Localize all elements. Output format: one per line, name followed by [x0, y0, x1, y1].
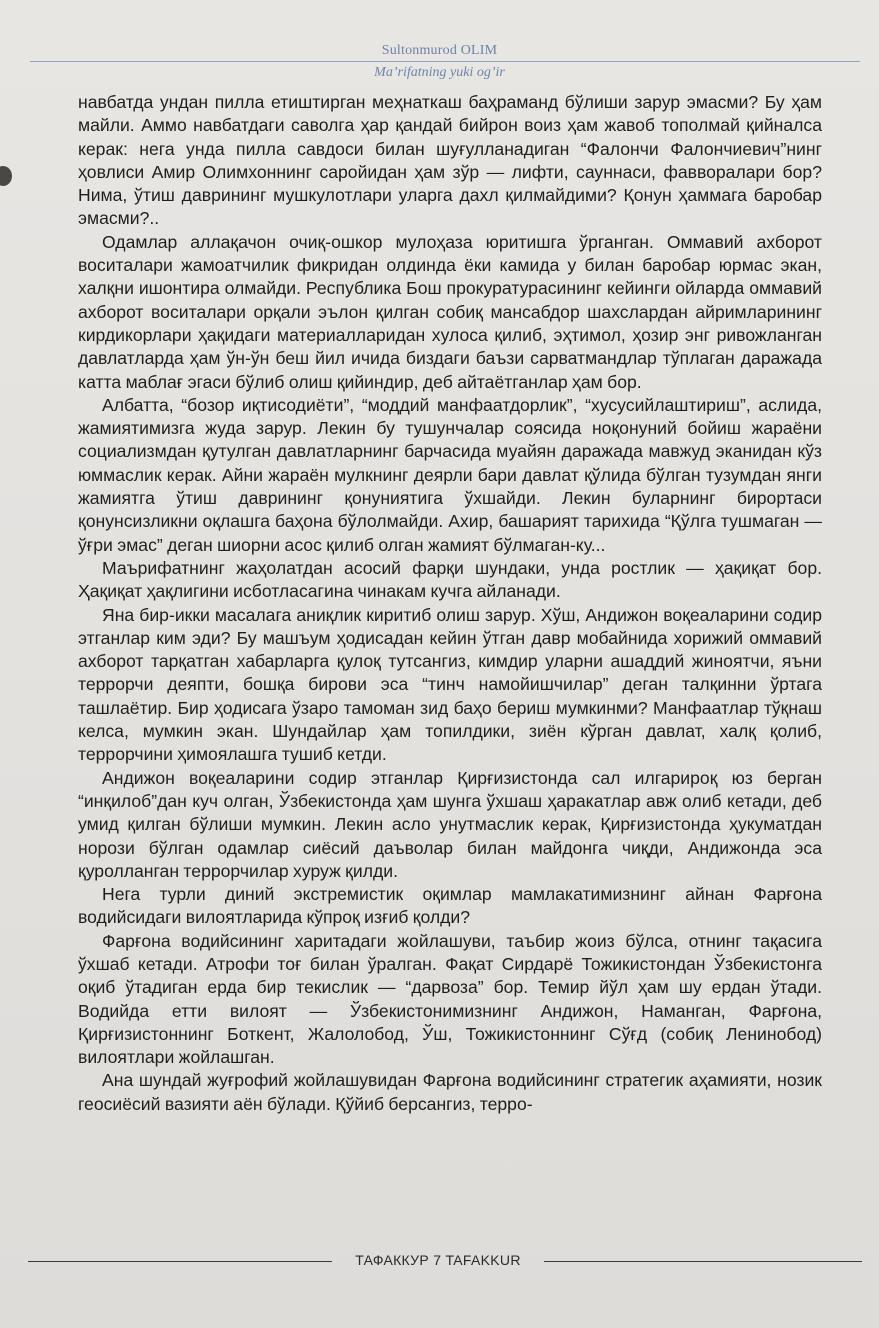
article-body — [78, 91, 822, 1116]
paragraph: Нега турли диний экстремистик оқимлар мамлакатимизнинг айнан Фарғона водийсидаги вилоятларида кўпроқ изғиб қолди? — [78, 884, 822, 928]
punch-hole — [0, 166, 12, 186]
paragraph: Фарғона водийсининг харитадаги жойлашуви, таъбир жоиз бўлса, отнинг тақасига ўхшаб кетади. Атрофи тоғ билан ўралган. Фақат Сирдарё Тожикистондан Ўзбекистонга оқиб ўтадиган ерда бир текислик — “дарвоза” бор. Темир йўл ҳам шу ердан ўтади. Водийда етти вилоят — Ўзбекистонимизнинг Андижон, Наманган, Фарғона, Қирғизистоннинг Боткент, Жалолобод, Ўш, Тожикистоннинг Сўғд (собиқ Ленинобод) вилоятлари жойлашган. — [78, 930, 822, 1068]
paragraph: Андижон воқеаларини содир этганлар Қирғизистонда сал илгарироқ юз берган “инқилоб”дан куч олган, Ўзбекистонда ҳам шунга ўхшаш ҳаракатлар авж олиб кетади, деб умид қилган бўлиши мумкин. Лекин асло унутмаслик керак, Қирғизистонда ҳукуматдан норози бўлган одамлар сиёсий даъволар билан майдонга чиқди, Андижонда эса қуролланган террорчилар хуруж қилди. — [78, 767, 822, 881]
footer-folio: ТАФАККУР 7 TAFAKKUR — [355, 1252, 521, 1268]
footer-rule-right — [544, 1261, 862, 1262]
paragraph: Ана шундай жуғрофий жойлашувидан Фарғона водийсининг стратегик аҳамияти, нозик геосиёсий вазияти аён бўлади. Қўйиб берсангиз, терро- — [78, 1070, 822, 1114]
paragraph: Маърифатнинг жаҳолатдан асосий фарқи шундаки, унда ростлик — ҳақиқат бор. Ҳақиқат ҳақлигини исботласагина чинакам кучга айланади. — [78, 557, 822, 602]
paragraph: Яна бир-икки масалага аниқлик киритиб олиш зарур. Хўш, Андижон воқеаларини содир этганлар ким эди? Бу машъум ҳодисадан кейин ўтган давр мобайнида хорижий оммавий ахборот тарқатган хабарларга қулоқ тутсангиз, кимдир уларни ашаддий жиноятчи, яъни террорчи деяпти, бошқа бирови эса “тинч намойишчилар” деган талқинни ўртага ташлаётир. Бир ҳодисага ўзаро тамоман зид баҳо бериш мумкинми? Манфаатлар тўқнаш келса, мумкин экан. Шундайлар ҳам топилдики, зиён кўрган давлат, халқ қолиб, террорчини ҳимоялашга тушиб кетди. — [78, 604, 822, 765]
running-header-author: Sultonmurod OLIM — [381, 43, 498, 58]
paragraph: навбатда ундан пилла етиштирган меҳнаткаш баҳраманд бўлиши зарур эмасми? Бу ҳам майли. Аммо навбатдаги саволга ҳар қандай бийрон воиз ҳам жавоб тополмай қийналса керак: нега унда пилла савдоси билан шуғулланадиган “Фалончи Фалончиевич”нинг ҳовлиси Амир Олимхоннинг саройидан ҳам зўр — лифти, сауннаси, фавворалари бор? Нима, ўтиш даврининг мушкулотлари уларга дахл қилмайдими? Қонун ҳаммага баробар эмасми?.. — [78, 92, 822, 229]
header-rule — [30, 61, 860, 62]
paragraph: Албатта, “бозор иқтисодиёти”, “моддий манфаатдорлик”, “хусусийлаштириш”, аслида, жамиятимизга жуда зарур. Лекин бу тушунчалар соясида ноқонуний бойиш жараёни социализмдан қутулган давлатларнинг барчасида муайян даражада мавжуд эканидан кўз юммаслик керак. Айни жараён мулкнинг деярли бари давлат қўлида бўлган тузумдан янги жамиятга ўтиш даврининг қонуниятига ўхшайди. Лекин буларнинг бирортаси қонунсизликни оқлашга баҳона бўлолмайди. Ахир, башарият тарихида “Қўлга тушмаган — ўғри эмас” деган шиорни асос қилиб олган жамият бўлмаган-ку... — [78, 394, 822, 555]
paragraph: Одамлар аллақачон очиқ-ошкор мулоҳаза юритишга ўрганган. Оммавий ахборот воситалари жамоатчилик фикридан олдинда ёки камида у билан баробар юрмас экан, халқни ишонтира олмайди. Республика Бош прокуратурасининг кейинги ойларда оммавий ахборот воситалари орқали эълон қилган собиқ мансабдор шахслардан айримларининг кирдикорлари ҳақидаги материалларидан хулоса қилиб, эҳтимол, ҳозир энг ривожланган давлатларда ҳам ўн-ўн беш йил ичида биздаги баъзи сарватмандлар тўплаган даражада катта маблағ эгаси бўлиб олиш қийиндир, деб айтаётганлар ҳам бор. — [78, 231, 822, 392]
footer-rule-left — [28, 1261, 332, 1262]
page-footer — [0, 1250, 879, 1274]
running-header-title: Ma’rifatning yuki og’ir — [374, 65, 505, 80]
